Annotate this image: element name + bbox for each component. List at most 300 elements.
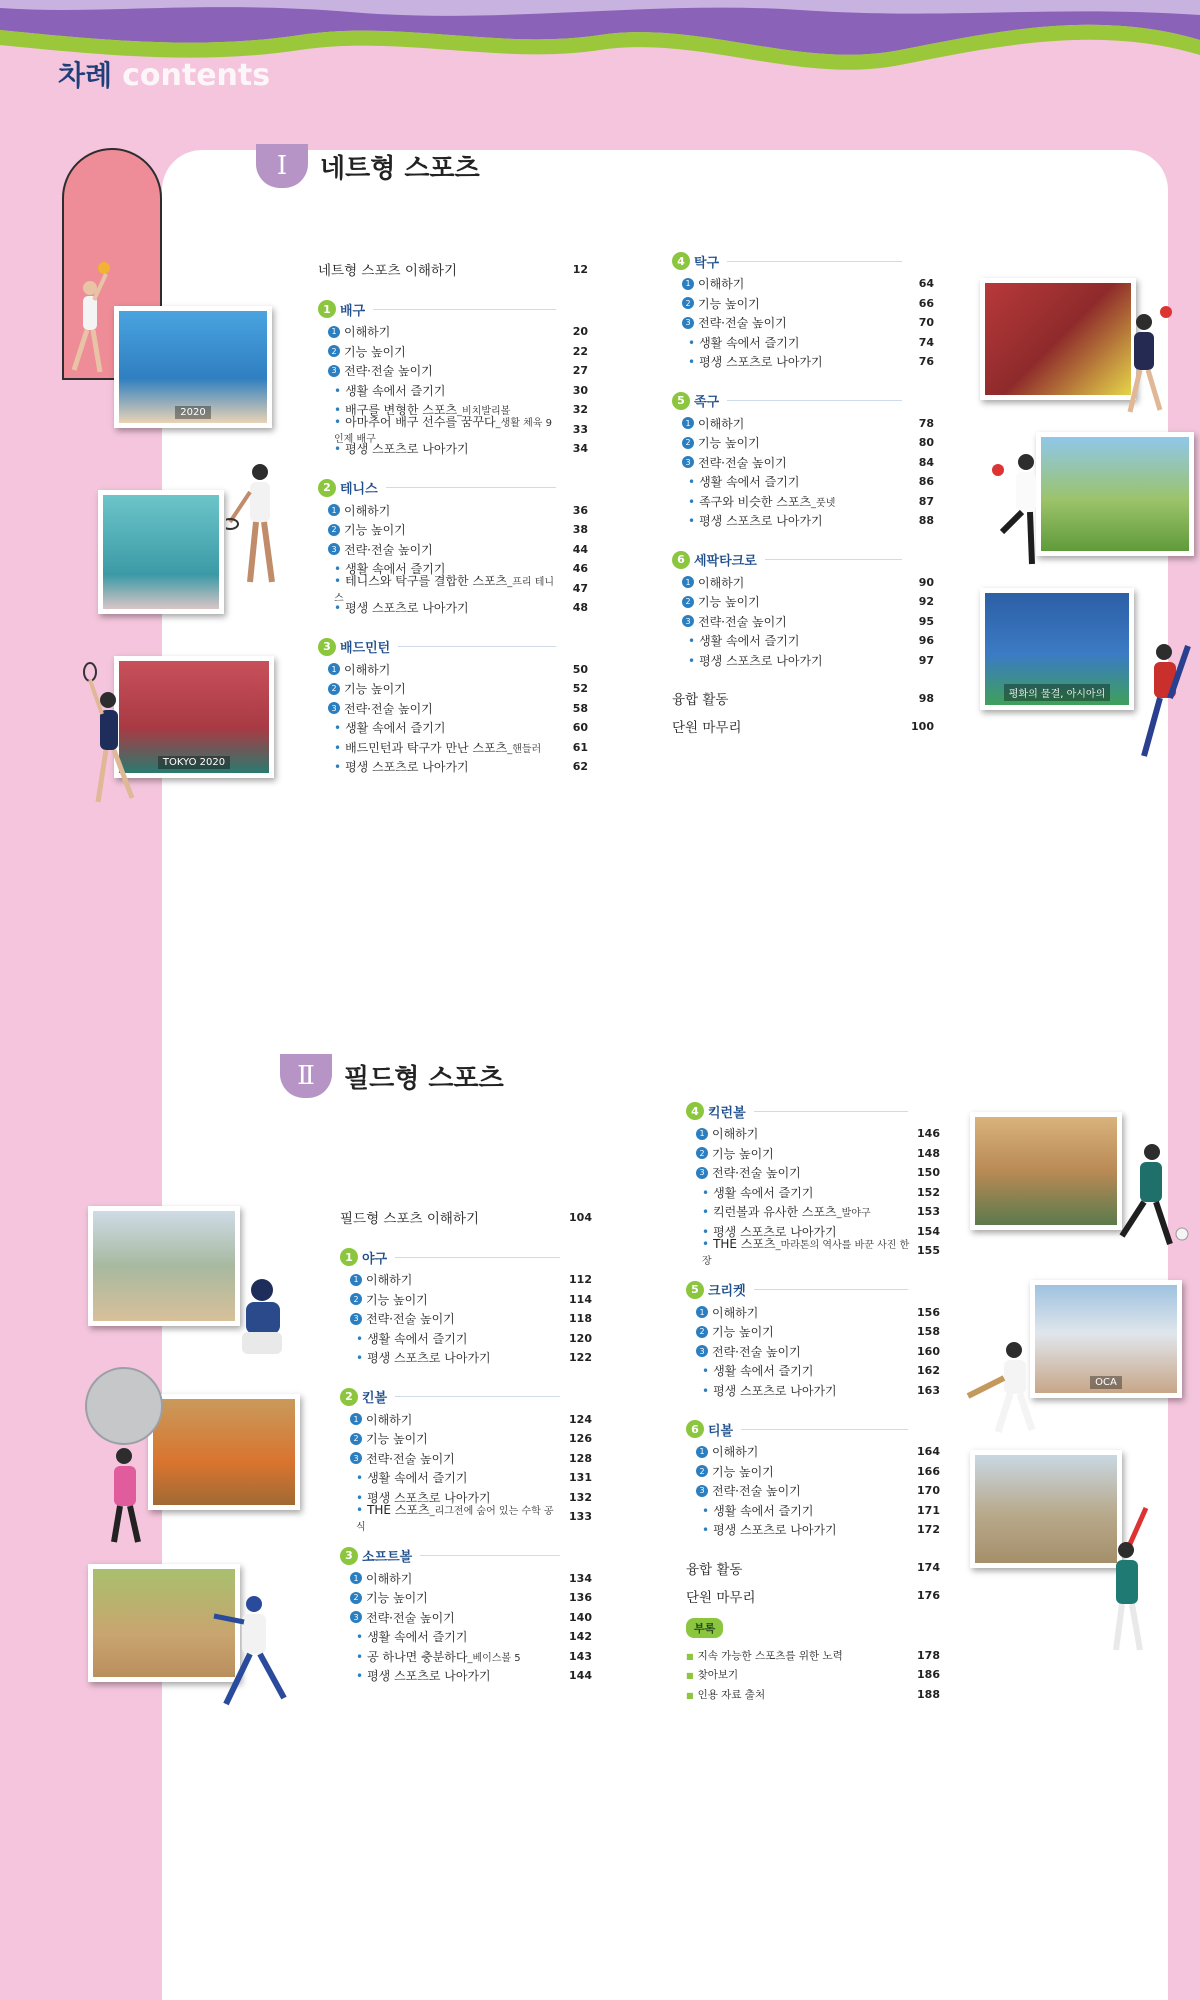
photo-caption: 2020 xyxy=(175,406,210,419)
step-number-badge: 3 xyxy=(350,1611,362,1623)
entry-title: 평생 스포츠로 나아가기 xyxy=(345,760,469,775)
unit-1-left-column xyxy=(318,258,588,777)
entry-label xyxy=(334,758,469,775)
step-number-badge: 1 xyxy=(682,278,694,290)
entry-page: 143 xyxy=(569,1649,592,1663)
entry-title: 생활 속에서 즐기기 xyxy=(345,383,446,398)
toc-entry[interactable] xyxy=(318,342,588,362)
entry-label xyxy=(696,1145,774,1162)
entry-title: 전략·전술 높이기 xyxy=(698,455,787,470)
toc-entry[interactable] xyxy=(340,1569,592,1589)
entry-label xyxy=(350,1589,428,1606)
entry-title: 배구를 변형한 스포츠 xyxy=(345,403,458,418)
section-number-badge: 2 xyxy=(340,1388,358,1406)
toc-entry[interactable] xyxy=(672,592,934,612)
section-heading[interactable] xyxy=(672,549,934,571)
entry-page: 32 xyxy=(572,403,588,417)
entry-title: 배드민턴과 탁구가 만난 스포츠 xyxy=(345,740,508,755)
entry-title: 이해하기 xyxy=(344,662,391,677)
entry-title: 평생 스포츠로 나아가기 xyxy=(713,1383,837,1398)
section-sepaktakraw xyxy=(672,549,934,671)
entry-page: 52 xyxy=(572,682,588,696)
entry-title: THE 스포츠 xyxy=(367,1502,430,1517)
toc-entry[interactable] xyxy=(340,1588,592,1608)
toc-entry[interactable] xyxy=(686,1481,940,1501)
step-number-badge: 3 xyxy=(328,543,340,555)
entry-page: 126 xyxy=(569,1432,592,1446)
entry-page: 176 xyxy=(917,1589,940,1602)
entry-label: ■ 찾아보기 xyxy=(686,1667,738,1682)
step-number-badge: 1 xyxy=(350,1413,362,1425)
entry-title: 평생 스포츠로 나아가기 xyxy=(367,1351,491,1366)
entry-label: ■ 인용 자료 출처 xyxy=(686,1687,765,1702)
section-title: 족구 xyxy=(694,395,720,410)
step-number-badge: 1 xyxy=(328,326,340,338)
tail-entry[interactable] xyxy=(672,684,934,712)
entry-label xyxy=(682,574,744,591)
entry-label xyxy=(702,1184,813,1201)
jokgu-photo xyxy=(1036,432,1194,556)
toc-entry[interactable] xyxy=(340,1502,592,1533)
toc-entry[interactable] xyxy=(340,1468,592,1488)
toc-entry[interactable] xyxy=(672,573,934,593)
entry-page: 50 xyxy=(572,662,588,676)
entry-title: 이해하기 xyxy=(712,1445,759,1460)
toc-entry[interactable] xyxy=(340,1429,592,1449)
entry-page: 84 xyxy=(918,455,934,469)
entry-page: 66 xyxy=(918,296,934,310)
toc-entry[interactable] xyxy=(686,1183,940,1203)
section-number-badge: 1 xyxy=(340,1248,358,1266)
entry-title: 킥런볼과 유사한 스포츠 xyxy=(713,1205,837,1220)
entry-label xyxy=(334,599,469,616)
step-number-badge: 1 xyxy=(328,504,340,516)
entry-page: 148 xyxy=(917,1146,940,1160)
toc-entry[interactable] xyxy=(340,1270,592,1290)
title-korean: 차례 xyxy=(58,59,113,92)
volleyball-player-figure xyxy=(56,260,126,380)
catcher-figure xyxy=(226,1276,296,1360)
tail-entry[interactable] xyxy=(672,712,934,740)
section-heading[interactable] xyxy=(318,636,588,658)
entry-page: 80 xyxy=(918,436,934,450)
section-tennis xyxy=(318,477,588,618)
section-heading[interactable] xyxy=(672,390,934,412)
section-title: 배구 xyxy=(340,303,366,319)
entry-title: 평생 스포츠로 나아가기 xyxy=(345,442,469,457)
entry-title: 이해하기 xyxy=(712,1127,759,1142)
step-number-badge: 2 xyxy=(682,596,694,608)
entry-label xyxy=(696,1323,774,1340)
entry-title: 생활 속에서 즐기기 xyxy=(699,634,800,649)
section-divider xyxy=(373,309,556,310)
toc-entry[interactable] xyxy=(672,352,934,372)
unit-2-badge: Ⅱ xyxy=(280,1054,332,1098)
cricket-batter-figure xyxy=(964,1338,1054,1438)
entry-label xyxy=(682,415,744,432)
step-number-badge: 1 xyxy=(350,1572,362,1584)
section-title: 소프트볼 xyxy=(362,1550,413,1565)
toc-entry[interactable] xyxy=(672,612,934,632)
entry-label: 단원 마무리 xyxy=(686,1589,756,1606)
entry-page: 36 xyxy=(572,503,588,517)
entry-label xyxy=(356,1628,467,1645)
entry-title: 기능 높이기 xyxy=(698,296,760,311)
entry-label xyxy=(702,1235,910,1267)
entry-label xyxy=(356,1667,491,1684)
toc-entry[interactable] xyxy=(672,472,934,492)
toc-entry[interactable] xyxy=(340,1647,592,1667)
entry-page: 48 xyxy=(572,601,588,615)
appendix xyxy=(686,1610,940,1705)
unit-1-title: 네트형 스포츠 xyxy=(320,153,480,184)
section-divider xyxy=(398,646,556,647)
step-number-badge: 3 xyxy=(350,1313,362,1325)
entry-title: 생활 속에서 즐기기 xyxy=(345,562,446,577)
entry-label: 단원 마무리 xyxy=(672,720,742,736)
entry-label xyxy=(350,1310,455,1327)
entry-title: 전략·전술 높이기 xyxy=(712,1484,801,1499)
entry-title: 기능 높이기 xyxy=(344,344,406,359)
section-number-badge: 2 xyxy=(318,479,336,497)
appendix-entry[interactable] xyxy=(686,1685,940,1705)
entry-title: 기능 높이기 xyxy=(712,1146,774,1161)
entry-page: 38 xyxy=(572,523,588,537)
entry-page: 104 xyxy=(569,1210,592,1224)
entry-title: 평생 스포츠로 나아가기 xyxy=(345,601,469,616)
toc-entry[interactable] xyxy=(686,1501,940,1521)
section-heading[interactable] xyxy=(340,1386,592,1408)
entry-subtitle: _프리 테니스 xyxy=(334,577,555,605)
entry-title: 이해하기 xyxy=(344,503,391,518)
section-title: 킥런볼 xyxy=(708,1105,746,1121)
entry-title: 생활 속에서 즐기기 xyxy=(713,1185,814,1200)
entry-page: 100 xyxy=(911,719,934,733)
page-title xyxy=(58,54,270,94)
step-number-badge: 2 xyxy=(696,1147,708,1159)
unit-2-left-column xyxy=(340,1206,592,1686)
toc-entry[interactable] xyxy=(318,415,588,446)
toc-entry[interactable] xyxy=(686,1322,940,1342)
entry-label xyxy=(356,1648,521,1665)
entry-label: 네트형 스포츠 이해하기 xyxy=(318,263,457,279)
entry-page: 64 xyxy=(918,277,934,291)
entry-title: 아마추어 배구 선수를 꿈꾸다 xyxy=(345,415,496,430)
toc-entry[interactable] xyxy=(672,492,934,512)
section-divider xyxy=(754,1111,908,1112)
toc-entry[interactable] xyxy=(340,1309,592,1329)
kinball-photo xyxy=(148,1394,300,1510)
teeball-player-figure xyxy=(1094,1504,1164,1654)
toc-entry[interactable] xyxy=(686,1342,940,1362)
section-heading[interactable] xyxy=(318,477,588,499)
toc-entry[interactable] xyxy=(686,1442,940,1462)
entry-page: 160 xyxy=(917,1344,940,1358)
section-teeball xyxy=(686,1418,940,1540)
toc-entry[interactable] xyxy=(318,679,588,699)
entry-title: 테니스와 탁구를 결합한 스포츠 xyxy=(345,574,508,589)
toc-entry[interactable] xyxy=(686,1520,940,1540)
step-number-badge: 3 xyxy=(328,365,340,377)
section-heading[interactable] xyxy=(672,250,934,272)
toc-entry[interactable] xyxy=(340,1627,592,1647)
entry-label xyxy=(702,1203,871,1220)
entry-label xyxy=(688,632,799,649)
entry-page: 22 xyxy=(572,344,588,358)
step-number-badge: 2 xyxy=(350,1592,362,1604)
section-heading[interactable] xyxy=(340,1246,592,1268)
toc-entry[interactable] xyxy=(686,1202,940,1222)
entry-title: 기능 높이기 xyxy=(366,1292,428,1307)
entry-subtitle: _핸들러 xyxy=(507,743,542,755)
entry-subtitle: _마라톤의 역사를 바꾼 사진 한 장 xyxy=(702,1239,910,1267)
section-heading[interactable] xyxy=(686,1100,940,1122)
entry-title: 생활 속에서 즐기기 xyxy=(699,335,800,350)
entry-page: 144 xyxy=(569,1669,592,1683)
toc-entry[interactable] xyxy=(686,1236,940,1267)
toc-entry[interactable] xyxy=(340,1348,592,1368)
appendix-entry[interactable] xyxy=(686,1646,940,1666)
toc-entry[interactable] xyxy=(318,738,588,758)
tail-entry[interactable] xyxy=(686,1554,940,1582)
table-tennis-player-figure xyxy=(1120,300,1180,420)
toc-entry[interactable] xyxy=(672,651,934,671)
unit-1-intro-entry[interactable] xyxy=(318,258,588,280)
unit-2-right-column xyxy=(686,1100,940,1704)
entry-subtitle: _비치발리볼 xyxy=(457,406,511,418)
section-number-badge: 3 xyxy=(340,1547,358,1565)
entry-label xyxy=(682,434,760,451)
appendix-badge: 부록 xyxy=(686,1618,723,1638)
toc-entry[interactable] xyxy=(318,718,588,738)
toc-entry[interactable] xyxy=(318,574,588,605)
step-number-badge: 3 xyxy=(696,1485,708,1497)
toc-entry[interactable] xyxy=(686,1303,940,1323)
entry-label xyxy=(334,382,445,399)
section-heading[interactable] xyxy=(340,1545,592,1567)
entry-page: 70 xyxy=(918,316,934,330)
entry-label xyxy=(328,541,433,558)
entry-label xyxy=(682,295,760,312)
entry-label xyxy=(328,521,406,538)
entry-label xyxy=(350,1411,412,1428)
entry-page: 133 xyxy=(569,1510,592,1524)
toc-entry[interactable] xyxy=(672,294,934,314)
entry-title: 족구와 비슷한 스포츠 xyxy=(699,494,812,509)
entry-label xyxy=(350,1570,412,1587)
toc-entry[interactable] xyxy=(318,501,588,521)
toc-entry[interactable] xyxy=(340,1666,592,1686)
unit-1-tail xyxy=(672,684,934,740)
baseball-photo xyxy=(88,1206,240,1326)
entry-label xyxy=(328,661,390,678)
entry-label xyxy=(702,1502,813,1519)
section-number-badge: 6 xyxy=(686,1420,704,1438)
entry-label xyxy=(682,314,787,331)
unit-1-heading xyxy=(256,144,480,188)
section-title: 테니스 xyxy=(340,482,378,497)
toc-entry[interactable] xyxy=(318,540,588,560)
tail-entry[interactable] xyxy=(686,1582,940,1610)
entry-label: 필드형 스포츠 이해하기 xyxy=(340,1211,479,1227)
entry-title: 전략·전술 높이기 xyxy=(344,542,433,557)
entry-page: 27 xyxy=(572,364,588,378)
entry-label xyxy=(682,593,760,610)
entry-title: 생활 속에서 즐기기 xyxy=(367,1331,468,1346)
toc-entry[interactable] xyxy=(318,660,588,680)
entry-label xyxy=(682,613,787,630)
entry-page: 150 xyxy=(917,1166,940,1180)
entry-subtitle: _베이스볼 5 xyxy=(467,1652,521,1664)
entry-page: 128 xyxy=(569,1451,592,1465)
toc-entry[interactable] xyxy=(318,381,588,401)
entry-page: 155 xyxy=(917,1244,940,1258)
unit-2-heading xyxy=(280,1054,504,1098)
entry-title: 전략·전술 높이기 xyxy=(366,1312,455,1327)
entry-label: 융합 활동 xyxy=(672,692,729,708)
entry-page: 171 xyxy=(917,1503,940,1517)
toc-entry[interactable] xyxy=(672,453,934,473)
entry-title: 이해하기 xyxy=(366,1571,413,1586)
entry-label xyxy=(350,1609,455,1626)
tennis-player-figure xyxy=(226,462,286,592)
toc-entry[interactable] xyxy=(686,1462,940,1482)
entry-label xyxy=(350,1430,428,1447)
appendix-entry[interactable] xyxy=(686,1665,940,1685)
entry-page: 154 xyxy=(917,1224,940,1238)
entry-page: 136 xyxy=(569,1591,592,1605)
photo-caption: 평화의 물결, 아시아의 xyxy=(1004,684,1110,701)
toc-entry[interactable] xyxy=(340,1329,592,1349)
toc-entry[interactable] xyxy=(672,333,934,353)
entry-title: 생활 속에서 즐기기 xyxy=(367,1630,468,1645)
entry-title: 전략·전술 높이기 xyxy=(344,701,433,716)
section-baseball xyxy=(340,1246,592,1368)
toc-entry[interactable] xyxy=(318,322,588,342)
toc-entry[interactable] xyxy=(672,511,934,531)
entry-page: 95 xyxy=(918,614,934,628)
section-heading[interactable] xyxy=(686,1279,940,1301)
entry-page: 134 xyxy=(569,1571,592,1585)
entry-label xyxy=(696,1343,801,1360)
toc-entry[interactable] xyxy=(686,1124,940,1144)
entry-page: 92 xyxy=(918,595,934,609)
entry-title: 전략·전술 높이기 xyxy=(344,364,433,379)
entry-label xyxy=(334,719,445,736)
toc-entry[interactable] xyxy=(318,520,588,540)
entry-page: 112 xyxy=(569,1273,592,1287)
section-kinball xyxy=(340,1386,592,1533)
toc-entry[interactable] xyxy=(318,361,588,381)
entry-title: 기능 높이기 xyxy=(344,523,406,538)
entry-page: 60 xyxy=(572,721,588,735)
toc-entry[interactable] xyxy=(318,699,588,719)
entry-page: 162 xyxy=(917,1364,940,1378)
section-title: 킨볼 xyxy=(362,1391,388,1406)
entry-title: 이해하기 xyxy=(366,1273,413,1288)
toc-entry[interactable] xyxy=(672,631,934,651)
toc-entry[interactable] xyxy=(672,433,934,453)
toc-entry[interactable] xyxy=(672,274,934,294)
entry-page: 124 xyxy=(569,1412,592,1426)
entry-label xyxy=(688,493,835,510)
badminton-player-figure xyxy=(78,662,148,812)
entry-page: 88 xyxy=(918,514,934,528)
unit-1-badge: Ⅰ xyxy=(256,144,308,188)
toc-entry[interactable] xyxy=(672,414,934,434)
toc-entry[interactable] xyxy=(318,757,588,777)
entry-page: 164 xyxy=(917,1445,940,1459)
step-number-badge: 2 xyxy=(696,1326,708,1338)
toc-entry[interactable] xyxy=(686,1361,940,1381)
section-number-badge: 1 xyxy=(318,300,336,318)
toc-entry[interactable] xyxy=(672,313,934,333)
entry-title: 생활 속에서 즐기기 xyxy=(713,1503,814,1518)
entry-label xyxy=(696,1482,801,1499)
volleyball-photo xyxy=(114,306,272,428)
entry-title: 이해하기 xyxy=(344,325,391,340)
toc-entry[interactable] xyxy=(340,1608,592,1628)
entry-page: 97 xyxy=(918,653,934,667)
entry-page: 170 xyxy=(917,1484,940,1498)
step-number-badge: 2 xyxy=(682,437,694,449)
section-number-badge: 5 xyxy=(672,392,690,410)
entry-page: 156 xyxy=(917,1305,940,1319)
toc-entry[interactable] xyxy=(340,1290,592,1310)
entry-page: 47 xyxy=(572,581,588,595)
section-heading[interactable] xyxy=(686,1418,940,1440)
toc-entry[interactable] xyxy=(686,1144,940,1164)
entry-title: 이해하기 xyxy=(698,575,745,590)
entry-title: THE 스포츠 xyxy=(713,1236,776,1251)
section-badminton xyxy=(318,636,588,777)
entry-title: 기능 높이기 xyxy=(712,1464,774,1479)
section-heading[interactable] xyxy=(318,298,588,320)
section-divider xyxy=(420,1555,560,1556)
kinball-player-figure xyxy=(80,1366,170,1546)
entry-title: 전략·전술 높이기 xyxy=(366,1610,455,1625)
entry-page: 98 xyxy=(918,691,934,705)
section-title: 세팍타크로 xyxy=(694,554,757,569)
sepaktakraw-photo xyxy=(980,588,1134,710)
section-number-badge: 5 xyxy=(686,1281,704,1299)
entry-page: 166 xyxy=(917,1464,940,1478)
entry-label xyxy=(688,353,823,370)
entry-label xyxy=(356,1469,467,1486)
step-number-badge: 3 xyxy=(682,456,694,468)
entry-title: 이해하기 xyxy=(698,277,745,292)
unit-2-intro-entry[interactable] xyxy=(340,1206,592,1228)
step-number-badge: 3 xyxy=(696,1167,708,1179)
section-title: 배드민턴 xyxy=(340,641,391,656)
section-divider xyxy=(395,1396,560,1397)
toc-entry[interactable] xyxy=(686,1381,940,1401)
entry-title: 생활 속에서 즐기기 xyxy=(367,1471,468,1486)
toc-entry[interactable] xyxy=(340,1449,592,1469)
entry-page: 12 xyxy=(572,262,588,276)
step-number-badge: 2 xyxy=(682,297,694,309)
entry-page: 132 xyxy=(569,1490,592,1504)
entry-page: 30 xyxy=(572,383,588,397)
unit-1-right-column xyxy=(672,250,934,740)
toc-entry[interactable] xyxy=(340,1410,592,1430)
entry-title: 평생 스포츠로 나아가기 xyxy=(713,1224,837,1239)
entry-page: 74 xyxy=(918,335,934,349)
entry-label xyxy=(702,1521,837,1538)
entry-subtitle: _생활 체육 9인제 배구 xyxy=(334,418,553,446)
entry-title: 평생 스포츠로 나아가기 xyxy=(713,1523,837,1538)
toc-entry[interactable] xyxy=(686,1163,940,1183)
